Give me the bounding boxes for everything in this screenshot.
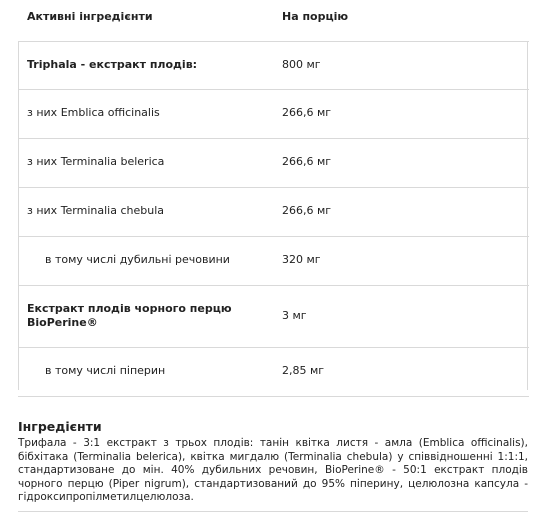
- table-row: [18, 286, 529, 348]
- table-row: [18, 188, 529, 237]
- ingredients-heading: Інгредієнти: [18, 419, 102, 434]
- ingredient-name-line1: Екстракт плодів чорного перцю: [27, 302, 232, 315]
- ingredient-value: 320 мг: [282, 253, 321, 266]
- header-per-serving: На порцію: [282, 10, 349, 23]
- ingredient-name: з них Terminalia belerica: [27, 155, 165, 168]
- table-row: [18, 90, 529, 139]
- ingredient-name: в тому числі піперин: [45, 364, 166, 377]
- header-active-ingredients: Активні інгредієнти: [27, 10, 153, 23]
- ingredient-value: 3 мг: [282, 309, 307, 322]
- ingredient-name: з них Terminalia chebula: [27, 204, 165, 217]
- ingredients-description: Трифала - 3:1 екстракт з трьох плодів: танін квітка листя - амла (Emblica officinalis), бібхітака (Terminalia belerica), квітка мигдалю (Terminalia chebula) у співвідношенні 1:1:1, стандартизоване до мін. 40% дубильних речовин, BioPerine® - 50:1 екстракт плодів чорного перцю (Piper nigrum), стандартизований до 95% піперину, целюлозна капсула - гідроксипропілметилцелюлоза.: [18, 437, 528, 503]
- ingredient-value: 266,6 мг: [282, 204, 332, 217]
- ingredient-name-line2: BioPerine®: [27, 316, 98, 329]
- ingredient-value: 2,85 мг: [282, 364, 325, 377]
- table-row: [18, 237, 529, 286]
- nutrition-table: [18, 0, 529, 397]
- ingredient-value: 800 мг: [282, 58, 321, 71]
- ingredient-name: з них Emblica officinalis: [27, 106, 160, 119]
- ingredient-name: в тому числі дубильні речовини: [45, 253, 230, 266]
- divider: [18, 511, 528, 512]
- table-row: [18, 348, 529, 397]
- table-header: [18, 0, 529, 42]
- table-row: [18, 42, 529, 90]
- ingredient-name: Triphala - екстракт плодів:: [27, 58, 198, 71]
- table-row: [18, 139, 529, 188]
- ingredient-value: 266,6 мг: [282, 106, 332, 119]
- ingredient-value: 266,6 мг: [282, 155, 332, 168]
